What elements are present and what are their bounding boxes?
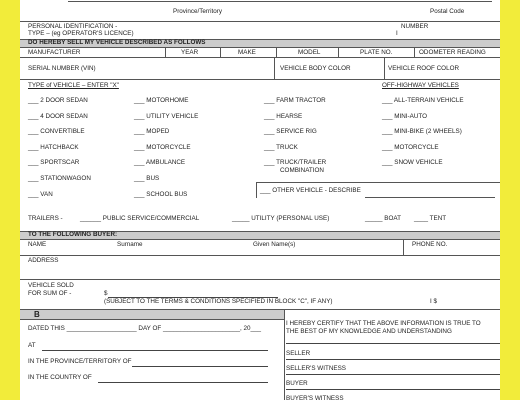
trailer-tent-option[interactable]: ____ TENT: [414, 215, 447, 222]
serial-number-label: SERIAL NUMBER (VIN): [28, 65, 96, 72]
vehicle-type-checkbox[interactable]: [382, 160, 443, 167]
vehicle-type-label: MINI-AUTO: [394, 113, 428, 120]
other-vehicle-label: OTHER VEHICLE - DESCRIBE: [272, 187, 361, 194]
divider: [20, 21, 500, 22]
blank-field: ___: [28, 191, 39, 198]
vehicle-type-label-cont: COMBINATION: [280, 167, 324, 174]
vehicle-type-label: UTILITY VEHICLE: [146, 113, 199, 120]
blank-field: ___: [134, 159, 145, 166]
blank-field: ___: [28, 128, 39, 135]
personal-id-label: PERSONAL IDENTIFICATION -: [28, 23, 118, 30]
vehicle-type-checkbox[interactable]: [264, 145, 298, 152]
vehicle-type-label: ALL-TERRAIN VEHICLE: [393, 97, 464, 104]
blank-field: ___: [134, 191, 145, 198]
vehicle-type-label: SERVICE RIG: [276, 128, 317, 135]
divider: [276, 48, 277, 57]
trailer-boat-option[interactable]: _____ BOAT: [365, 215, 401, 222]
blank-field: ___: [28, 97, 39, 104]
blank-field: ___: [134, 128, 145, 135]
block-b-letter: B: [34, 310, 40, 319]
blank-field: ___: [264, 128, 275, 135]
blank-field: ___: [134, 175, 145, 182]
blank-field: ___: [264, 159, 275, 166]
buyer-given-name-label: Given Name(s): [253, 241, 296, 248]
vehicle-type-label: VAN: [40, 191, 53, 198]
vehicle-type-label: MINI-BIKE (2 WHEELS): [394, 128, 462, 135]
vehicle-type-label: AMBULANCE: [145, 159, 186, 166]
seller-signature-label: SELLER: [286, 350, 311, 357]
model-label: MODEL: [298, 49, 321, 56]
divider: [274, 57, 275, 79]
blank-field: ___: [264, 113, 275, 120]
vehicle-type-label: TRUCK/TRAILER: [276, 159, 327, 166]
other-vehicle-checkbox[interactable]: [260, 188, 361, 195]
vehicle-type-label: SNOW VEHICLE: [394, 159, 443, 166]
vehicle-type-checkbox[interactable]: [134, 192, 187, 199]
certification-text: I HEREBY CERTIFY THAT THE ABOVE INFORMATION IS TRUE TO THE BEST OF MY KNOWLEDGE AND UNDERSTANDING: [286, 320, 481, 335]
divider: [20, 79, 500, 80]
province-label: Province/Territory: [173, 8, 222, 15]
divider: [165, 48, 166, 57]
blank-field: ___: [28, 175, 39, 182]
buyer-address-label: ADDRESS: [28, 257, 59, 264]
vehicle-type-label: 2 DOOR SEDAN: [40, 97, 88, 104]
divider: [20, 279, 500, 280]
trailer-utility-option[interactable]: _____ UTILITY (PERSONAL USE): [232, 215, 330, 222]
vehicle-type-checkbox[interactable]: [28, 192, 53, 199]
divider: [220, 48, 221, 57]
blank-field: ___: [264, 144, 275, 151]
blank-field: ___: [382, 128, 393, 135]
vehicle-type-label: MOTORCYCLE: [146, 144, 191, 151]
personal-id-type-label: TYPE – (eg OPERATOR'S LICENCE): [28, 30, 134, 37]
blank-field: ___: [134, 113, 145, 120]
country-label: IN THE COUNTRY OF: [28, 374, 92, 381]
vehicle-type-label: CONVERTIBLE: [40, 128, 85, 135]
postal-code-label: Postal Code: [430, 8, 465, 15]
make-label: MAKE: [238, 49, 256, 56]
vehicle-type-label: MOTORHOME: [146, 97, 189, 104]
vehicle-type-label: SPORTSCAR: [40, 159, 80, 166]
blank-field: ___: [134, 97, 145, 104]
buyer-section-title: TO THE FOLLOWING BUYER:: [28, 231, 118, 238]
vehicle-type-checkbox[interactable]: [134, 98, 188, 105]
body-color-label: VEHICLE BODY COLOR: [280, 65, 351, 72]
blank-field: ___: [382, 144, 393, 151]
divider: [256, 182, 500, 183]
divider: [403, 240, 404, 255]
vehicle-type-label: MOPED: [146, 128, 170, 135]
divider: [338, 48, 339, 57]
vehicle-type-checkbox[interactable]: [382, 145, 439, 152]
other-vehicle-describe-line[interactable]: [365, 197, 495, 198]
vehicle-type-checkbox[interactable]: [382, 98, 464, 105]
vehicle-type-checkbox[interactable]: [28, 114, 88, 121]
buyer-surname-label: Surname: [117, 241, 143, 248]
vehicle-type-checkbox[interactable]: [28, 98, 88, 105]
number-mark: I: [396, 30, 398, 37]
sum-of-label: FOR SUM OF -: [28, 290, 72, 297]
vehicle-type-label: TRUCK: [276, 144, 298, 151]
vehicle-type-checkbox[interactable]: [134, 129, 169, 136]
sellers-witness-label: SELLER'S WITNESS: [286, 365, 346, 372]
vehicle-type-checkbox[interactable]: [264, 98, 326, 105]
at-location-field[interactable]: [42, 350, 268, 351]
divider: [20, 57, 500, 58]
vehicle-type-label: MOTORCYCLE: [394, 144, 439, 151]
vehicle-type-checkbox[interactable]: [28, 176, 91, 183]
top-address-line: [68, 1, 492, 2]
number-label: NUMBER: [401, 23, 429, 30]
trailer-public-service-option[interactable]: ______ PUBLIC SERVICE/COMMERCIAL: [80, 215, 200, 222]
buyer-signature-label: BUYER: [286, 380, 308, 387]
blank-field: ___: [382, 159, 393, 166]
divider: [414, 48, 415, 57]
sellers-witness-line[interactable]: [286, 374, 500, 375]
buyer-signature-line[interactable]: [286, 389, 500, 390]
divider: [284, 309, 285, 400]
blank-field: ___: [28, 159, 39, 166]
odometer-label: ODOMETER READING: [419, 49, 486, 56]
vehicle-type-label: BUS: [146, 175, 160, 182]
block-b-header: [20, 309, 284, 320]
vehicle-type-label: 4 DOOR SEDAN: [40, 113, 88, 120]
vehicle-type-checkbox[interactable]: [28, 129, 85, 136]
manufacturer-label: MANUFACTURER: [28, 49, 81, 56]
vehicle-type-label: HATCHBACK: [40, 144, 79, 151]
at-label: AT: [28, 342, 36, 349]
dollar-sign: $: [104, 290, 108, 297]
divider: [384, 57, 385, 79]
off-highway-title: OFF-HIGHWAY VEHICLES: [382, 82, 459, 89]
province-territory-label: IN THE PROVINCE/TERRITORY OF: [28, 358, 132, 365]
blank-field: ___: [382, 97, 393, 104]
blank-field: ___: [28, 113, 39, 120]
vehicle-type-checkbox[interactable]: [382, 114, 427, 121]
dated-this-line[interactable]: DATED THIS ____________________ DAY OF ______________________, 20___: [28, 325, 262, 332]
vehicle-type-checkbox[interactable]: [134, 114, 198, 121]
amount-field-marker: I $: [430, 298, 438, 305]
vehicle-type-label: HEARSE: [276, 113, 303, 120]
blank-field: ___: [264, 97, 275, 104]
blank-field: ___: [382, 113, 393, 120]
blank-field: ___: [134, 144, 145, 151]
blank-field: ___: [28, 144, 39, 151]
vehicle-type-label: SCHOOL BUS: [146, 191, 188, 198]
trailers-label: TRAILERS -: [28, 215, 63, 222]
buyer-phone-label: PHONE NO.: [412, 241, 448, 248]
vehicle-type-checkbox[interactable]: [382, 129, 462, 136]
vehicle-type-checkbox[interactable]: [134, 176, 159, 183]
divider: [286, 343, 500, 344]
vehicle-type-checkbox[interactable]: [134, 160, 185, 167]
buyers-witness-label: BUYER'S WITNESS: [286, 395, 344, 400]
plate-no-label: PLATE NO.: [360, 49, 393, 56]
province-territory-field[interactable]: [132, 366, 268, 367]
roof-color-label: VEHICLE ROOF COLOR: [388, 65, 460, 72]
divider: [256, 182, 257, 198]
subject-to-terms-note: (SUBJECT TO THE TERMS & CONDITIONS SPECIFIED IN BLOCK "C", IF ANY): [104, 298, 333, 305]
year-label: YEAR: [181, 49, 199, 56]
vehicle-type-checkbox[interactable]: [264, 114, 302, 121]
seller-signature-line[interactable]: [286, 359, 500, 360]
vehicle-type-label: FARM TRACTOR: [276, 97, 326, 104]
buyer-name-label: NAME: [28, 241, 47, 248]
sell-section-title: DO HEREBY SELL MY VEHICLE DESCRIBED AS FOLLOWS: [28, 39, 206, 46]
vehicle-type-label: STATIONWAGON: [40, 175, 91, 182]
country-field[interactable]: [98, 382, 268, 383]
divider: [20, 255, 500, 256]
vehicle-type-checkbox[interactable]: [28, 145, 79, 152]
vehicle-type-checkbox[interactable]: [264, 129, 317, 136]
vehicle-type-checkbox[interactable]: [264, 160, 326, 167]
vehicle-type-title: TYPE of VEHICLE – ENTER "X": [28, 82, 119, 89]
vehicle-type-checkbox[interactable]: [134, 145, 191, 152]
blank-field: ___: [260, 187, 271, 194]
vehicle-type-checkbox[interactable]: [28, 160, 79, 167]
vehicle-sold-label: VEHICLE SOLD: [28, 282, 74, 289]
bill-of-sale-form: [20, 0, 500, 400]
